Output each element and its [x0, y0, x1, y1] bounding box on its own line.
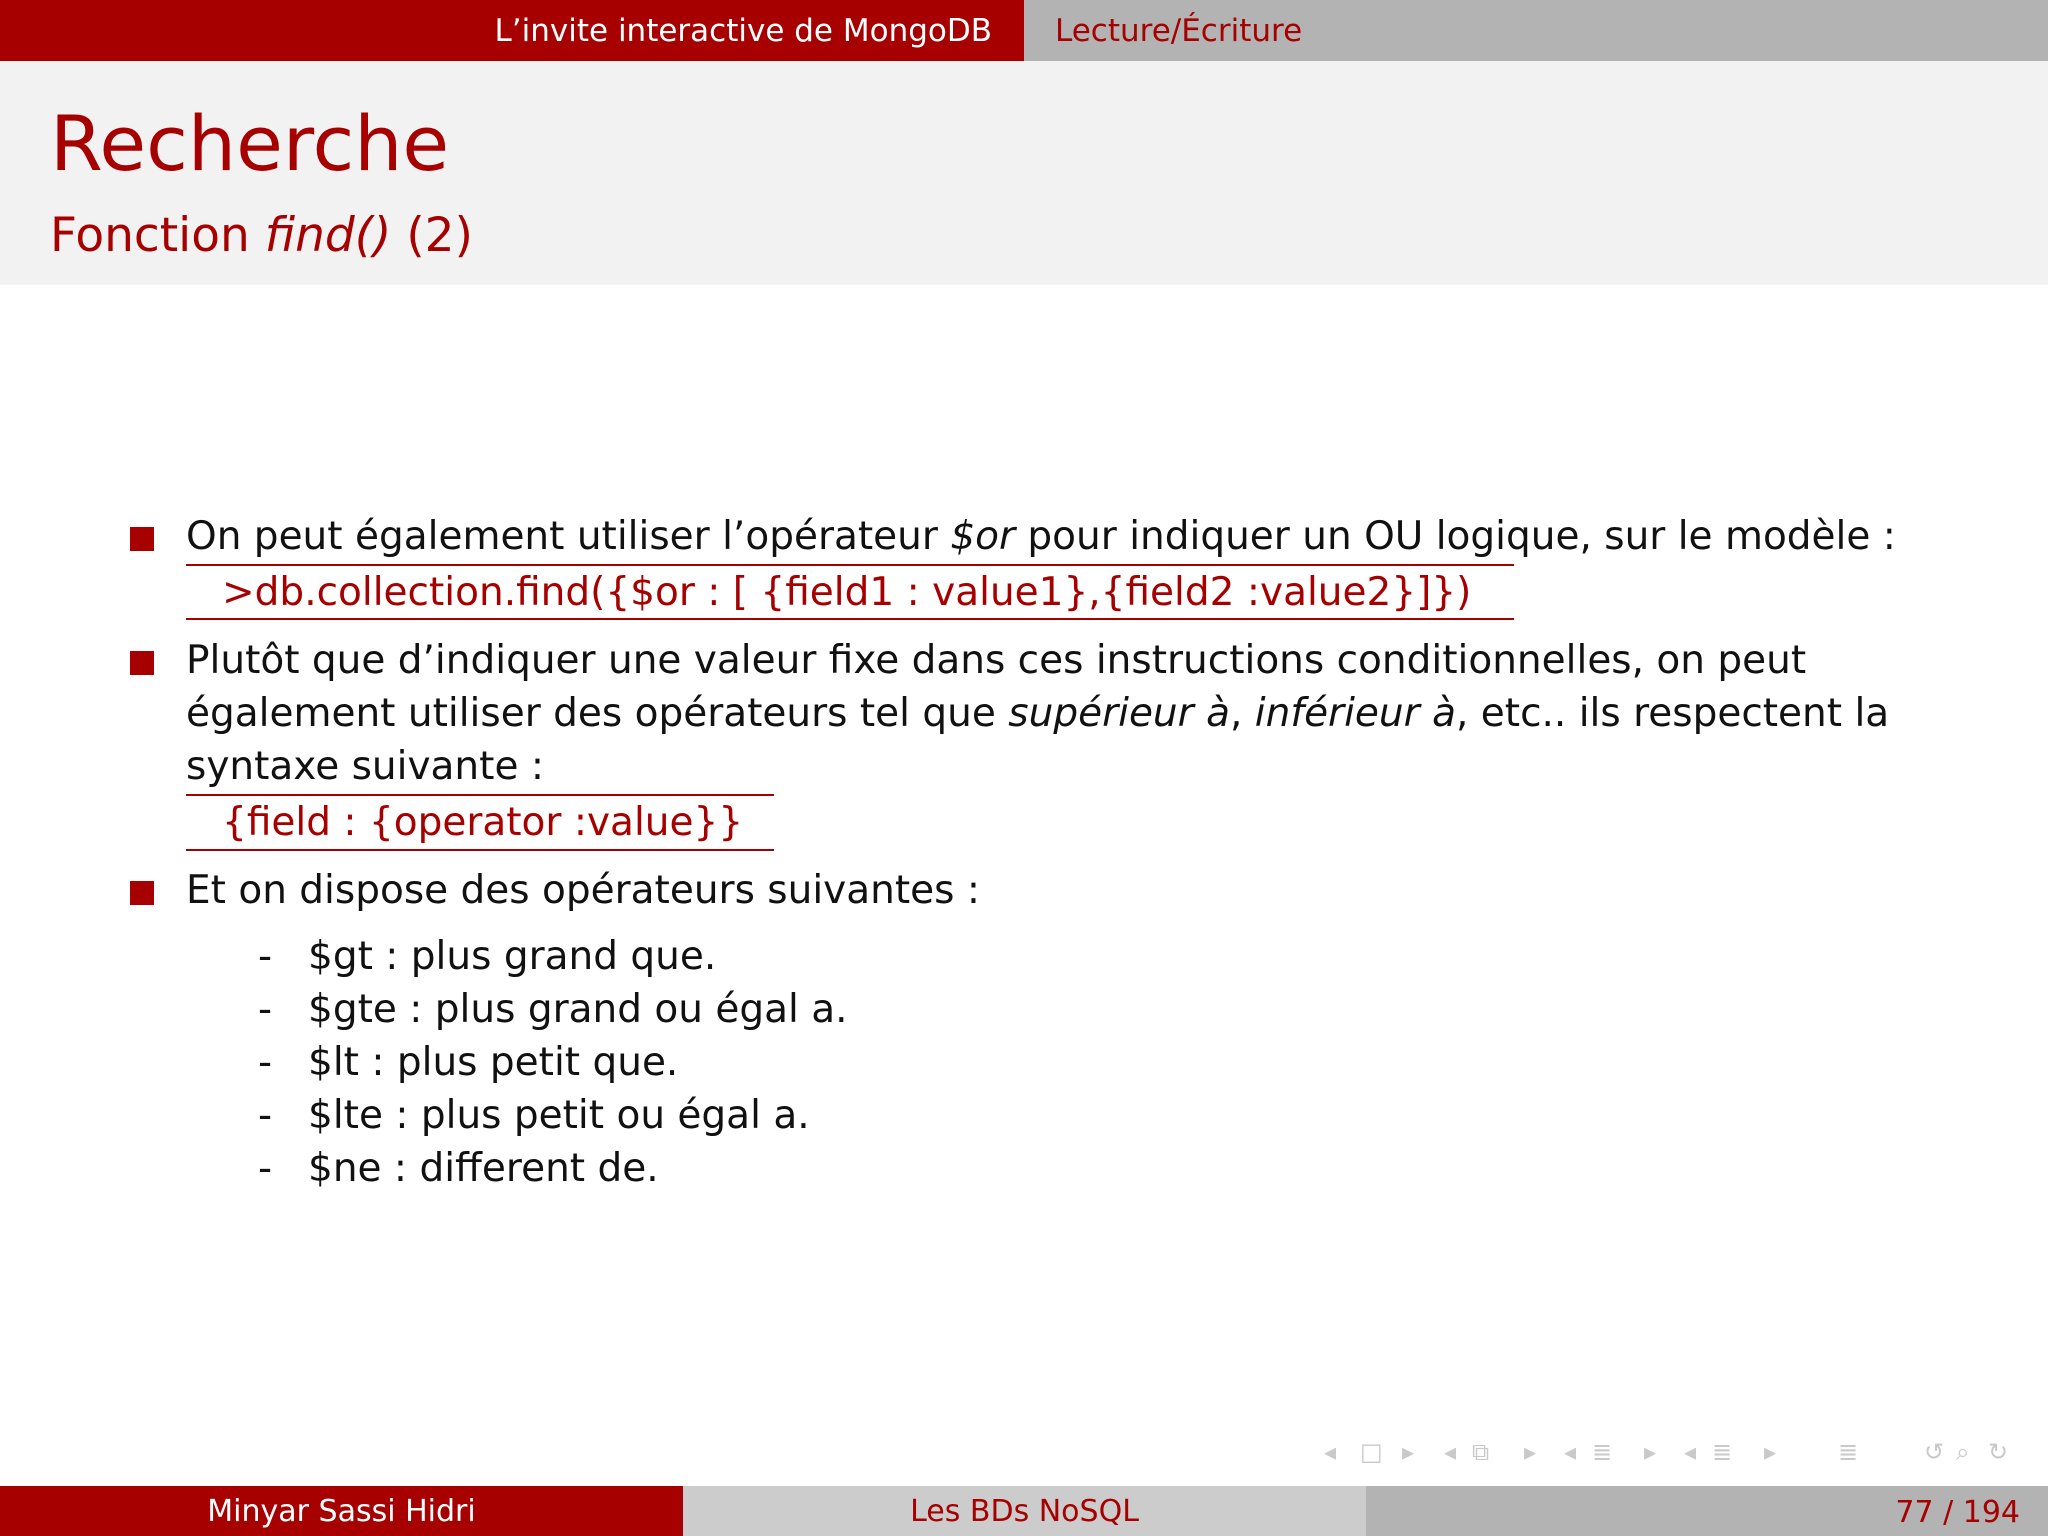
nav-next-frame-icon[interactable]: ▸ [1524, 1438, 1537, 1466]
slide-content: On peut également utiliser l’opérateur $or pour indiquer un OU logique, sur le modèle : >db.collection.find({$or : [ {field1 : value1},{field2 :value2}]}) Plutôt que d’indiquer une valeur fixe dans ces instructions conditionnelles, on peut également utiliser des opérateurs tel que supérieur à, inférieur à, etc.. ils respectent la syntaxe suivante : {field : {operator :value}} Et on dispose des opérateurs suivantes : - $gt : plus grand que. - $gte : plus grand ou égal a. - $lt : plus petit que. - $lte : plus petit ou égal a. - $ne : different de. [0, 0, 2048, 1536]
nav-slide-icon[interactable]: □ [1360, 1438, 1383, 1466]
nav-prev-slide-icon[interactable]: ◂ [1324, 1438, 1337, 1466]
nav-next-slide-icon[interactable]: ▸ [1402, 1438, 1415, 1466]
bullet-2-line-2 [186, 691, 1890, 736]
subtitle-suffix: (2) [391, 208, 473, 263]
code-or-example: >db.collection.find({$or : [ {field1 : value1},{field2 :value2}]}) [222, 570, 1472, 615]
operator-lt: $lt : plus petit que. [308, 1040, 679, 1085]
nav-subsection-icon[interactable]: ≣ [1592, 1438, 1613, 1466]
section-current-link[interactable] [0, 0, 1024, 61]
nav-forward-icon[interactable]: ↻ [1988, 1438, 2009, 1466]
page-number: 77 / 194 [1895, 1495, 2020, 1530]
nav-back-icon[interactable]: ↺ [1924, 1438, 1945, 1466]
bullet-2-comma: , [1229, 691, 1255, 736]
code-box-syntax [186, 794, 774, 851]
beamer-navigation [1320, 1438, 2030, 1478]
slide-subtitle [50, 208, 473, 263]
section-next-label: Lecture/Écriture [1055, 12, 1303, 49]
footer [0, 1486, 2048, 1536]
nav-prev-frame-icon[interactable]: ◂ [1444, 1438, 1457, 1466]
nav-frame-icon[interactable]: ⧉ [1472, 1438, 1490, 1466]
operator-lte: $lte : plus petit ou égal a. [308, 1093, 810, 1138]
bullet-2-line-1: Plutôt que d’indiquer une valeur fixe dans ces instructions conditionnelles, on peut [186, 638, 1807, 683]
bullet-marker [130, 527, 154, 551]
bullet-3-text: Et on dispose des opérateurs suivantes : [186, 868, 981, 913]
or-operator-emphasis: $or [950, 514, 1016, 559]
bullet-1-text [186, 514, 1896, 559]
code-syntax-example: {field : {operator :value}} [222, 800, 744, 845]
footer-course [683, 1486, 1366, 1536]
nav-prev-subsection-icon[interactable]: ◂ [1564, 1438, 1577, 1466]
superior-emphasis: supérieur à [1008, 691, 1230, 736]
footer-page [1366, 1486, 2048, 1536]
course-title: Les BDs NoSQL [910, 1493, 1139, 1529]
nav-prev-section-icon[interactable]: ◂ [1684, 1438, 1697, 1466]
bullet-2-line-2-post: , etc.. ils respectent la [1455, 691, 1890, 736]
subtitle-prefix: Fonction [50, 208, 265, 263]
code-box-or [186, 564, 1514, 620]
nav-next-section-icon[interactable]: ▸ [1764, 1438, 1777, 1466]
bullet-1-post: pour indiquer un OU logique, sur le modèle : [1015, 514, 1896, 559]
nav-section-icon[interactable]: ≣ [1712, 1438, 1733, 1466]
slide-title: Recherche [50, 99, 450, 188]
section-current-label: L’invite interactive de MongoDB [494, 12, 992, 49]
header-navigation [0, 0, 2048, 61]
author-name: Minyar Sassi Hidri [207, 1493, 476, 1529]
section-next-link[interactable] [1024, 0, 2048, 61]
bullet-2-line-2-pre: également utiliser des opérateurs tel que [186, 691, 1009, 736]
bullet-marker [130, 651, 154, 675]
operator-ne: $ne : different de. [308, 1146, 659, 1191]
bullet-marker [130, 881, 154, 905]
footer-author [0, 1486, 683, 1536]
nav-search-icon[interactable]: ⌕ [1956, 1438, 1970, 1466]
subtitle-emphasis: find() [264, 208, 392, 263]
operator-gt: $gt : plus grand que. [308, 934, 717, 979]
bullet-2-line-3: syntaxe suivante : [186, 744, 544, 789]
nav-document-icon[interactable]: ≣ [1838, 1438, 1859, 1466]
nav-next-subsection-icon[interactable]: ▸ [1644, 1438, 1657, 1466]
inferior-emphasis: inférieur à [1254, 691, 1456, 736]
bullet-1-pre: On peut également utiliser l’opérateur [186, 514, 951, 559]
operator-gte: $gte : plus grand ou égal a. [308, 987, 848, 1032]
